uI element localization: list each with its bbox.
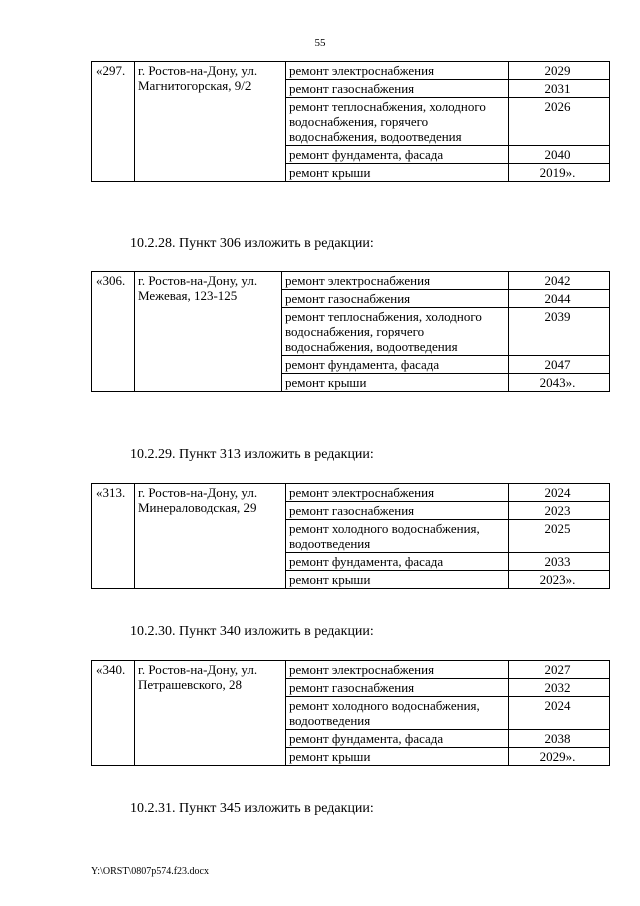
work-year: 2040 bbox=[509, 146, 610, 164]
work-name: ремонт холодного водоснабжения, водоотведения bbox=[286, 697, 509, 730]
item-number: «340. bbox=[92, 661, 135, 766]
item-number: «313. bbox=[92, 484, 135, 589]
work-name: ремонт теплоснабжения, холодного водоснабжения, горячего водоснабжения, водоотведения bbox=[282, 308, 509, 356]
work-year: 2031 bbox=[509, 80, 610, 98]
work-name: ремонт газоснабжения bbox=[286, 502, 509, 520]
work-name: ремонт крыши bbox=[286, 571, 509, 589]
item-number: «306. bbox=[92, 272, 135, 392]
work-year: 2026 bbox=[509, 98, 610, 146]
footer-file-path: Y:\ORST\0807p574.f23.docx bbox=[91, 866, 209, 877]
work-year: 2044 bbox=[509, 290, 610, 308]
work-year: 2033 bbox=[509, 553, 610, 571]
work-year: 2047 bbox=[509, 356, 610, 374]
work-year: 2024 bbox=[509, 484, 610, 502]
work-name: ремонт фундамента, фасада bbox=[286, 146, 509, 164]
table-row bbox=[92, 272, 610, 290]
table-item-306 bbox=[91, 271, 610, 392]
work-name: ремонт крыши bbox=[286, 748, 509, 766]
table-item-340 bbox=[91, 660, 610, 766]
work-year: 2043». bbox=[509, 374, 610, 392]
item-address: г. Ростов-на-Дону, ул. Межевая, 123-125 bbox=[135, 272, 282, 392]
work-year: 2029». bbox=[509, 748, 610, 766]
table-row bbox=[92, 62, 610, 80]
work-name: ремонт газоснабжения bbox=[286, 80, 509, 98]
work-year: 2038 bbox=[509, 730, 610, 748]
table-row bbox=[92, 661, 610, 679]
section-heading: 10.2.31. Пункт 345 изложить в редакции: bbox=[130, 801, 374, 816]
work-name: ремонт теплоснабжения, холодного водоснабжения, горячего водоснабжения, водоотведения bbox=[286, 98, 509, 146]
page-number: 55 bbox=[314, 37, 326, 49]
work-name: ремонт фундамента, фасада bbox=[282, 356, 509, 374]
section-heading: 10.2.29. Пункт 313 изложить в редакции: bbox=[130, 447, 374, 462]
item-address: г. Ростов-на-Дону, ул. Магнитогорская, 9/2 bbox=[135, 62, 286, 182]
work-year: 2023 bbox=[509, 502, 610, 520]
work-name: ремонт фундамента, фасада bbox=[286, 553, 509, 571]
work-year: 2027 bbox=[509, 661, 610, 679]
work-name: ремонт электроснабжения bbox=[286, 62, 509, 80]
work-name: ремонт электроснабжения bbox=[286, 661, 509, 679]
section-heading: 10.2.28. Пункт 306 изложить в редакции: bbox=[130, 236, 374, 251]
work-name: ремонт газоснабжения bbox=[286, 679, 509, 697]
work-year: 2023». bbox=[509, 571, 610, 589]
work-name: ремонт крыши bbox=[282, 374, 509, 392]
work-year: 2024 bbox=[509, 697, 610, 730]
work-year: 2025 bbox=[509, 520, 610, 553]
table-item-297 bbox=[91, 61, 610, 182]
table-item-313 bbox=[91, 483, 610, 589]
work-name: ремонт фундамента, фасада bbox=[286, 730, 509, 748]
work-year: 2039 bbox=[509, 308, 610, 356]
item-number: «297. bbox=[92, 62, 135, 182]
work-year: 2029 bbox=[509, 62, 610, 80]
work-name: ремонт крыши bbox=[286, 164, 509, 182]
work-name: ремонт холодного водоснабжения, водоотведения bbox=[286, 520, 509, 553]
table-row bbox=[92, 484, 610, 502]
section-heading: 10.2.30. Пункт 340 изложить в редакции: bbox=[130, 624, 374, 639]
item-address: г. Ростов-на-Дону, ул. Минераловодская, 29 bbox=[135, 484, 286, 589]
work-name: ремонт электроснабжения bbox=[286, 484, 509, 502]
item-address: г. Ростов-на-Дону, ул. Петрашевского, 28 bbox=[135, 661, 286, 766]
work-name: ремонт электроснабжения bbox=[282, 272, 509, 290]
work-year: 2032 bbox=[509, 679, 610, 697]
work-name: ремонт газоснабжения bbox=[282, 290, 509, 308]
work-year: 2019». bbox=[509, 164, 610, 182]
work-year: 2042 bbox=[509, 272, 610, 290]
